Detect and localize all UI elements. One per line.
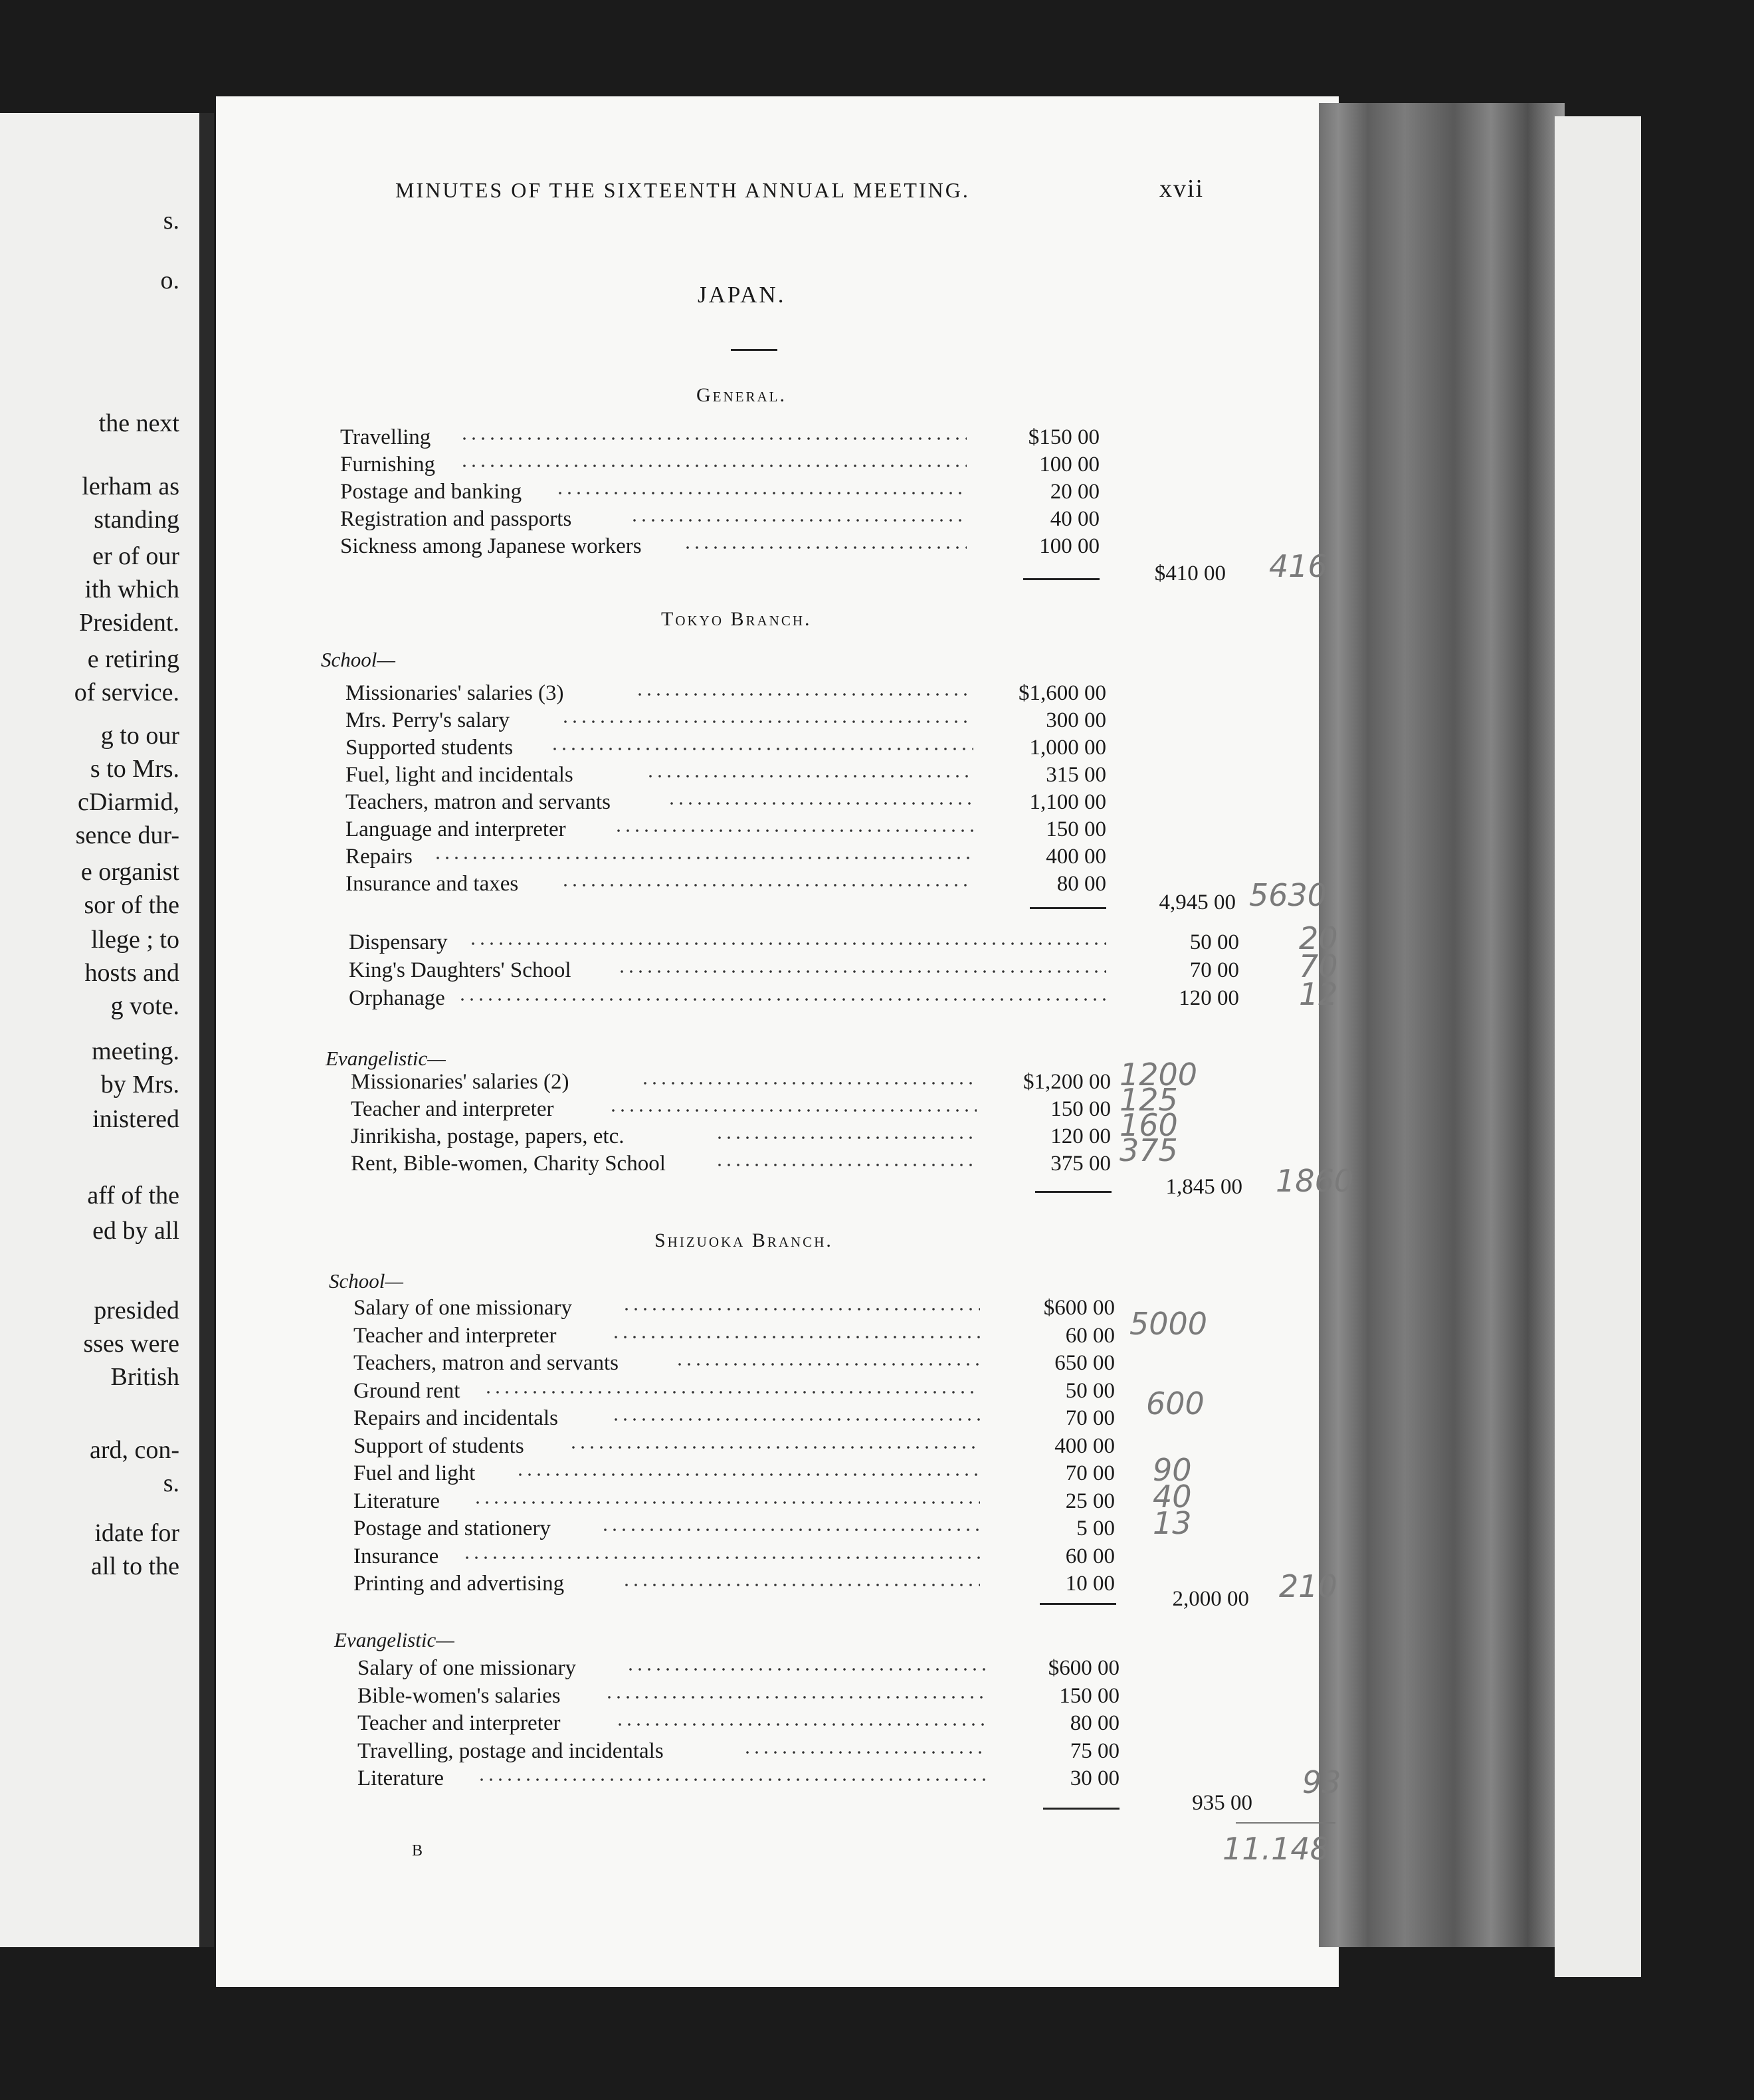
left-page-line: lerham as xyxy=(82,472,179,500)
line-item xyxy=(345,708,1106,735)
leader-dots xyxy=(460,432,967,445)
section-total: 4,945 00 xyxy=(1159,891,1236,914)
leader-dots xyxy=(601,1523,980,1536)
item-amount: 5 00 xyxy=(1076,1517,1115,1540)
item-amount: 70 00 xyxy=(1065,1461,1115,1485)
leader-dots xyxy=(473,1496,980,1509)
item-label: Salary of one missionary xyxy=(353,1296,573,1320)
line-item xyxy=(357,1684,1120,1711)
item-amount: 80 00 xyxy=(1070,1711,1120,1735)
leader-dots xyxy=(468,937,1106,950)
line-item xyxy=(357,1766,1120,1793)
section-heading-tokyo: Tokyo Branch. xyxy=(661,608,812,630)
handwritten-note: 600 xyxy=(1146,1386,1205,1421)
subtotal-rule xyxy=(1023,578,1100,580)
handwritten-note: 416 xyxy=(1269,548,1327,584)
left-page-line: g vote. xyxy=(110,992,179,1020)
left-page xyxy=(0,113,214,1947)
leader-dots xyxy=(484,1386,980,1399)
item-amount: $150 00 xyxy=(1028,425,1100,449)
leader-dots xyxy=(561,879,973,892)
left-page-line: g to our xyxy=(100,722,179,750)
page-title: JAPAN. xyxy=(698,282,786,308)
item-amount: 30 00 xyxy=(1070,1766,1120,1790)
left-page-line: meeting. xyxy=(92,1037,179,1065)
left-page-line: s. xyxy=(163,207,179,235)
item-amount: 150 00 xyxy=(1050,1097,1111,1121)
item-label: Fuel and light xyxy=(353,1461,476,1485)
left-page-line: of service. xyxy=(74,679,179,706)
left-page-line: aff of the xyxy=(87,1182,179,1209)
handwritten-note: 5000 xyxy=(1129,1306,1208,1342)
line-item xyxy=(353,1351,1115,1378)
item-label: Dispensary xyxy=(349,930,448,954)
item-label: Repairs and incidentals xyxy=(353,1406,558,1430)
subsection-label: School— xyxy=(329,1269,403,1293)
item-label: Postage and banking xyxy=(340,480,522,504)
leader-dots xyxy=(433,851,973,865)
line-item xyxy=(353,1489,1115,1516)
item-amount: 400 00 xyxy=(1054,1433,1115,1458)
left-page-line: e retiring xyxy=(87,645,179,673)
item-label: Printing and advertising xyxy=(353,1572,565,1596)
leader-dots xyxy=(715,1158,977,1172)
item-amount: 20 00 xyxy=(1050,480,1100,504)
item-amount: 650 00 xyxy=(1054,1351,1115,1375)
line-item xyxy=(353,1379,1115,1406)
leader-dots xyxy=(622,1578,980,1592)
left-page-line: o. xyxy=(160,266,179,294)
book-cover-edge xyxy=(1555,116,1641,1977)
item-amount: 400 00 xyxy=(1046,845,1106,869)
item-amount: 70 00 xyxy=(1065,1406,1115,1430)
item-label: Teacher and interpreter xyxy=(353,1323,557,1348)
item-label: Mrs. Perry's salary xyxy=(345,708,510,732)
leader-dots xyxy=(462,1551,980,1564)
line-item xyxy=(353,1572,1115,1598)
leader-dots xyxy=(715,1131,977,1144)
section-heading-general: General. xyxy=(696,384,787,406)
leader-dots xyxy=(615,1718,987,1731)
item-label: Teachers, matron and servants xyxy=(353,1351,619,1375)
item-label: Support of students xyxy=(353,1433,524,1458)
line-item xyxy=(353,1461,1115,1488)
line-item xyxy=(353,1544,1115,1571)
item-label: Furnishing xyxy=(340,453,436,476)
left-page-line: idate for xyxy=(94,1519,179,1547)
left-page-line: presided xyxy=(94,1297,179,1324)
line-item xyxy=(349,986,1239,1013)
left-page-line: cDiarmid, xyxy=(77,788,179,816)
handwritten-note: 13 xyxy=(1153,1505,1192,1541)
line-item xyxy=(357,1739,1120,1766)
subsection-label: Evangelistic— xyxy=(326,1047,446,1070)
title-rule xyxy=(731,349,777,351)
item-amount: 10 00 xyxy=(1065,1572,1115,1596)
line-item xyxy=(351,1070,1111,1097)
line-item xyxy=(351,1097,1111,1124)
line-item xyxy=(345,872,1106,898)
item-label: Missionaries' salaries (3) xyxy=(345,681,564,705)
item-amount: 60 00 xyxy=(1065,1544,1115,1568)
line-item xyxy=(353,1324,1115,1350)
handwritten-note: 210 xyxy=(1279,1568,1337,1604)
leader-dots xyxy=(640,1077,977,1090)
leader-dots xyxy=(646,770,973,783)
line-item xyxy=(340,507,1100,534)
item-amount: 70 00 xyxy=(1189,958,1239,982)
line-item xyxy=(351,1124,1111,1151)
item-amount: 120 00 xyxy=(1179,986,1239,1010)
handwritten-note: 5630 xyxy=(1249,877,1327,913)
left-page-line: ard, con- xyxy=(89,1436,179,1464)
item-label: Repairs xyxy=(345,845,413,869)
item-amount: 120 00 xyxy=(1050,1124,1111,1148)
leader-dots xyxy=(611,1413,980,1426)
left-page-line: sence dur- xyxy=(75,821,179,849)
section-total: $410 00 xyxy=(1154,562,1226,585)
item-label: Orphanage xyxy=(349,986,445,1010)
left-page-line: all to the xyxy=(91,1552,179,1580)
leader-dots xyxy=(569,1441,980,1454)
item-label: Supported students xyxy=(345,736,514,760)
leader-dots xyxy=(605,1691,987,1704)
left-page-line: hosts and xyxy=(84,959,179,987)
handwritten-note: 12 xyxy=(1299,976,1338,1012)
line-item xyxy=(345,817,1106,844)
handwritten-note: 40 xyxy=(1153,1479,1192,1515)
item-amount: 150 00 xyxy=(1046,817,1106,841)
item-amount: 1,000 00 xyxy=(1029,736,1106,760)
line-item xyxy=(351,1152,1111,1178)
left-page-line: British xyxy=(110,1363,179,1391)
leader-dots xyxy=(626,1663,987,1676)
item-label: Teachers, matron and servants xyxy=(345,790,611,814)
item-label: Rent, Bible-women, Charity School xyxy=(351,1152,666,1176)
handwritten-note: 1200 xyxy=(1120,1057,1198,1093)
line-item xyxy=(345,763,1106,789)
item-label: Fuel, light and incidentals xyxy=(345,763,573,787)
item-amount: 100 00 xyxy=(1039,534,1100,558)
handwritten-rule xyxy=(1236,1822,1335,1824)
item-amount: 100 00 xyxy=(1039,453,1100,476)
item-label: Literature xyxy=(357,1766,444,1790)
item-amount: 25 00 xyxy=(1065,1489,1115,1513)
item-amount: 50 00 xyxy=(1065,1378,1115,1403)
line-item xyxy=(357,1711,1120,1738)
left-page-line: sses were xyxy=(83,1330,179,1358)
item-label: Literature xyxy=(353,1489,440,1513)
item-amount: $1,200 00 xyxy=(1023,1070,1111,1094)
item-label: Language and interpreter xyxy=(345,817,566,841)
left-page-line: sor of the xyxy=(84,891,179,919)
running-header: MINUTES OF THE SIXTEENTH ANNUAL MEETING. xyxy=(395,178,970,202)
item-amount: 315 00 xyxy=(1046,763,1106,787)
section-total: 2,000 00 xyxy=(1172,1587,1249,1611)
leader-dots xyxy=(550,742,973,756)
item-label: Teacher and interpreter xyxy=(351,1097,554,1121)
page-number: xvii xyxy=(1159,175,1205,203)
item-amount: 1,100 00 xyxy=(1029,790,1106,814)
leader-dots xyxy=(635,688,973,701)
line-item xyxy=(340,453,1100,479)
handwritten-note: 90 xyxy=(1153,1452,1192,1488)
line-item xyxy=(345,681,1106,708)
page-edges xyxy=(1319,103,1565,1947)
item-label: Insurance xyxy=(353,1544,439,1568)
line-item xyxy=(345,790,1106,817)
leader-dots xyxy=(477,1773,987,1786)
handwritten-note: 1860 xyxy=(1276,1163,1354,1199)
subsection-label: Evangelistic— xyxy=(334,1628,454,1651)
item-amount: 75 00 xyxy=(1070,1738,1120,1763)
item-label: Teacher and interpreter xyxy=(357,1711,561,1735)
item-label: Salary of one missionary xyxy=(357,1656,577,1680)
section-total: 935 00 xyxy=(1192,1791,1252,1815)
line-item xyxy=(349,958,1239,985)
left-page-line: by Mrs. xyxy=(100,1071,179,1099)
handwritten-note: 20 xyxy=(1299,920,1338,956)
item-label: Travelling xyxy=(340,425,431,449)
item-amount: 60 00 xyxy=(1065,1323,1115,1348)
item-label: Jinrikisha, postage, papers, etc. xyxy=(351,1124,625,1148)
item-label: Registration and passports xyxy=(340,507,572,531)
subsection-label: School— xyxy=(321,648,395,671)
item-amount: 300 00 xyxy=(1046,708,1106,732)
signature-mark: B xyxy=(412,1842,423,1859)
leader-dots xyxy=(617,965,1106,978)
line-item xyxy=(340,534,1100,561)
line-item xyxy=(349,930,1239,957)
line-item xyxy=(345,736,1106,762)
handwritten-note: 375 xyxy=(1120,1132,1178,1168)
handwritten-note: 160 xyxy=(1120,1107,1178,1143)
item-amount: 50 00 xyxy=(1189,930,1239,954)
line-item xyxy=(340,480,1100,506)
handwritten-grand-total: 11.148 xyxy=(1222,1831,1329,1867)
item-label: Missionaries' salaries (2) xyxy=(351,1070,569,1094)
item-amount: 150 00 xyxy=(1059,1683,1120,1708)
handwritten-note: 93 xyxy=(1302,1764,1341,1800)
left-page-line: s to Mrs. xyxy=(90,755,179,783)
line-item xyxy=(353,1434,1115,1461)
handwritten-note: 70 xyxy=(1299,948,1338,984)
item-amount: $600 00 xyxy=(1048,1656,1120,1680)
left-page-line: inistered xyxy=(92,1105,179,1133)
item-label: Travelling, postage and incidentals xyxy=(357,1738,664,1763)
leader-dots xyxy=(555,486,967,500)
subtotal-rule xyxy=(1030,907,1106,909)
leader-dots xyxy=(667,797,973,810)
leader-dots xyxy=(743,1746,987,1759)
leader-dots xyxy=(683,541,967,554)
leader-dots xyxy=(561,715,973,728)
subtotal-rule xyxy=(1040,1603,1116,1605)
item-amount: $1,600 00 xyxy=(1019,681,1106,705)
left-page-line: ed by all xyxy=(92,1217,179,1245)
section-total: 1,845 00 xyxy=(1165,1175,1242,1199)
leader-dots xyxy=(630,514,967,527)
leader-dots xyxy=(622,1303,980,1316)
left-page-line: standing xyxy=(94,506,179,534)
left-page-line: the next xyxy=(98,409,179,437)
leader-dots xyxy=(516,1468,980,1481)
section-heading-shizuoka: Shizuoka Branch. xyxy=(654,1229,833,1251)
left-page-line: e organist xyxy=(80,858,179,886)
item-label: Insurance and taxes xyxy=(345,872,519,896)
item-label: Sickness among Japanese workers xyxy=(340,534,642,558)
left-page-line: er of our xyxy=(92,542,179,570)
left-page-line: s. xyxy=(163,1469,179,1497)
item-amount: 375 00 xyxy=(1050,1152,1111,1176)
subtotal-rule xyxy=(1035,1191,1112,1193)
leader-dots xyxy=(460,459,967,472)
item-label: Ground rent xyxy=(353,1378,460,1403)
leader-dots xyxy=(611,1330,980,1344)
subtotal-rule xyxy=(1043,1808,1120,1810)
line-item xyxy=(345,845,1106,871)
item-amount: 40 00 xyxy=(1050,507,1100,531)
left-page-line: ith which xyxy=(84,576,179,603)
leader-dots xyxy=(609,1104,977,1117)
leader-dots xyxy=(614,824,973,837)
left-page-line: President. xyxy=(79,609,179,637)
line-item xyxy=(353,1296,1115,1322)
left-page-line: llege ; to xyxy=(91,926,179,954)
line-item xyxy=(353,1517,1115,1543)
handwritten-note: 125 xyxy=(1120,1082,1178,1118)
leader-dots xyxy=(675,1358,980,1371)
line-item xyxy=(353,1406,1115,1433)
item-amount: 80 00 xyxy=(1056,872,1106,896)
item-label: King's Daughters' School xyxy=(349,958,571,982)
item-amount: $600 00 xyxy=(1043,1296,1115,1320)
item-label: Bible-women's salaries xyxy=(357,1683,561,1708)
leader-dots xyxy=(458,993,1106,1006)
line-item xyxy=(340,425,1100,452)
line-item xyxy=(357,1656,1120,1683)
item-label: Postage and stationery xyxy=(353,1517,551,1540)
